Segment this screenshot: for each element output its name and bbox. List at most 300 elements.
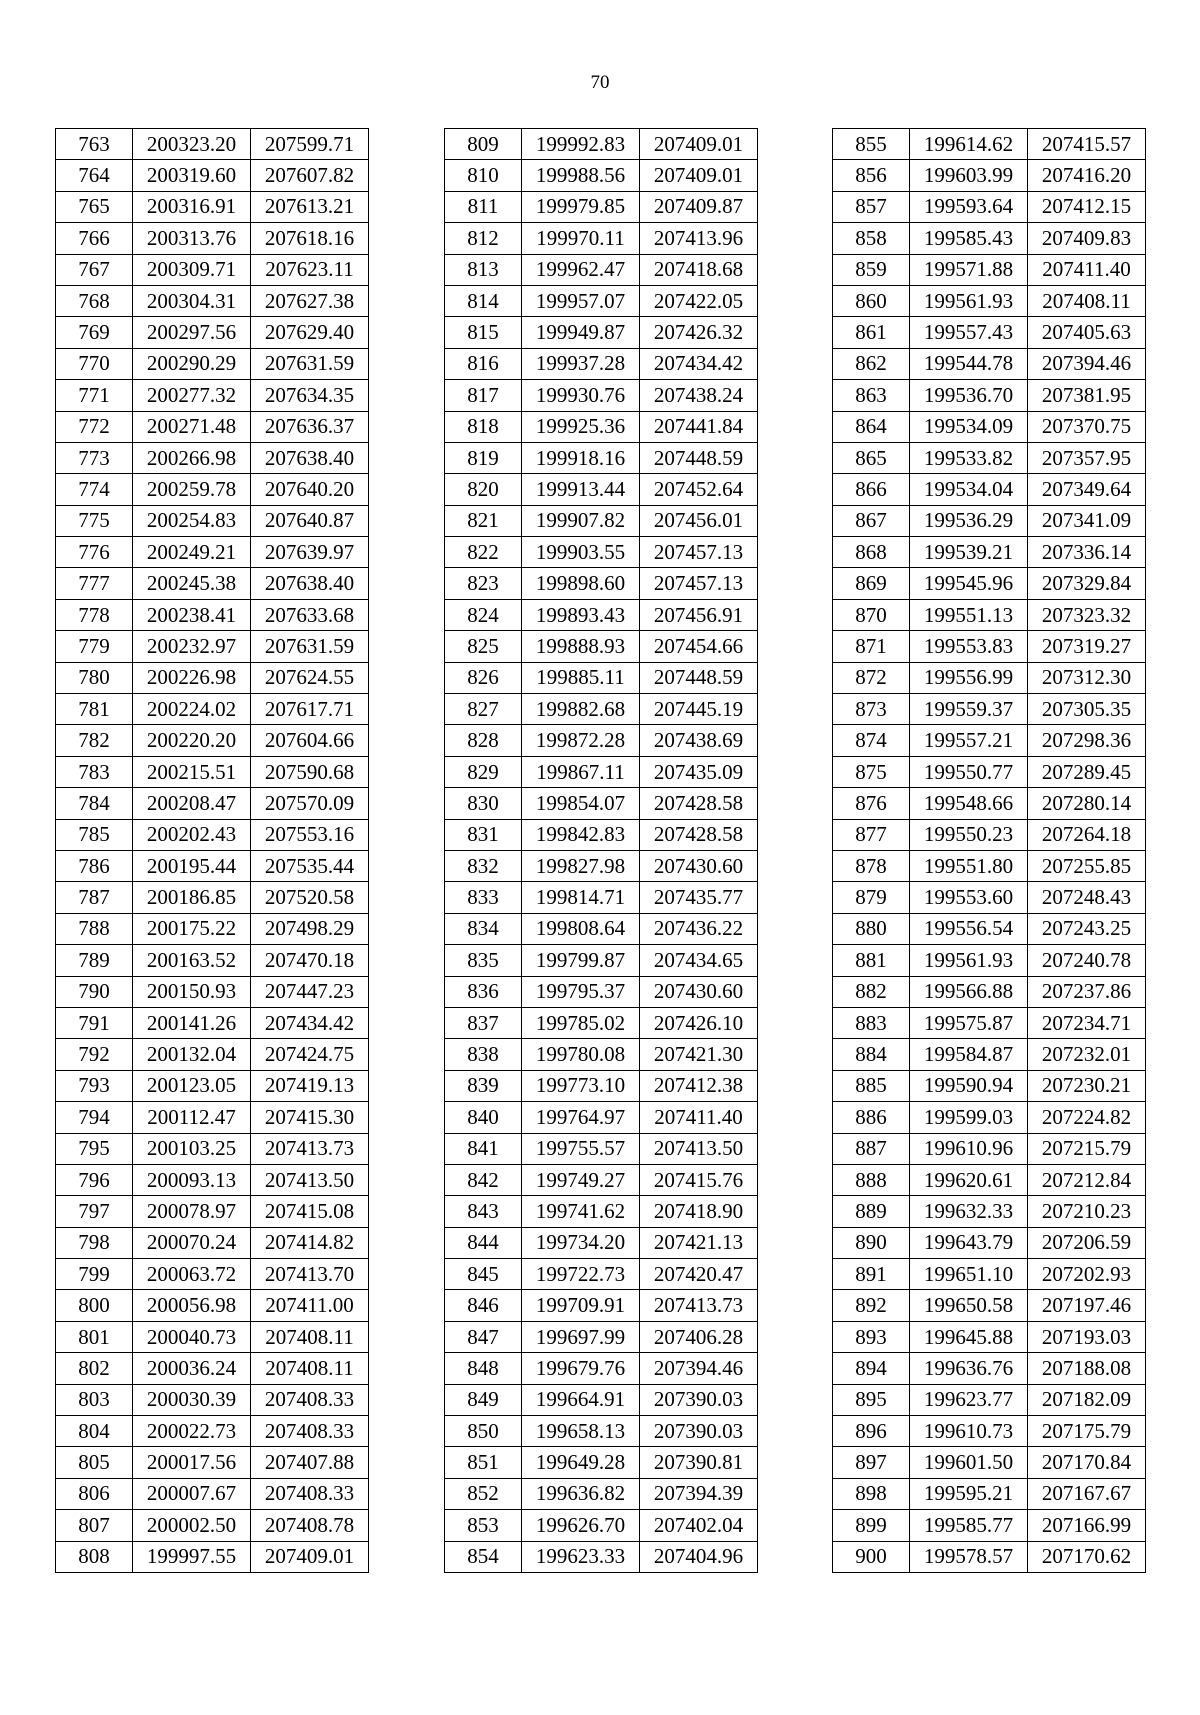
table-row [445, 882, 758, 913]
table-row [56, 976, 369, 1007]
table-row [445, 380, 758, 411]
table-row [833, 537, 1146, 568]
table-row [833, 662, 1146, 693]
y-coordinate-cell: 207182.09 [1028, 1384, 1146, 1415]
y-coordinate-cell: 207413.50 [251, 1164, 369, 1195]
y-coordinate-cell: 207409.83 [1028, 223, 1146, 254]
point-number-cell: 863 [833, 380, 910, 411]
x-coordinate-cell: 200007.67 [133, 1478, 251, 1509]
point-number-cell: 893 [833, 1321, 910, 1352]
y-coordinate-cell: 207336.14 [1028, 537, 1146, 568]
y-coordinate-cell: 207436.22 [640, 913, 758, 944]
table-row [833, 819, 1146, 850]
y-coordinate-cell: 207224.82 [1028, 1102, 1146, 1133]
x-coordinate-cell: 199614.62 [910, 129, 1028, 160]
y-coordinate-cell: 207341.09 [1028, 505, 1146, 536]
x-coordinate-cell: 199764.97 [522, 1102, 640, 1133]
point-number-cell: 843 [445, 1196, 522, 1227]
point-number-cell: 816 [445, 348, 522, 379]
y-coordinate-cell: 207166.99 [1028, 1510, 1146, 1541]
table-row [445, 1133, 758, 1164]
x-coordinate-cell: 199898.60 [522, 568, 640, 599]
y-coordinate-cell: 207323.32 [1028, 599, 1146, 630]
point-number-cell: 869 [833, 568, 910, 599]
y-coordinate-cell: 207280.14 [1028, 788, 1146, 819]
x-coordinate-cell: 200163.52 [133, 945, 251, 976]
point-number-cell: 784 [56, 788, 133, 819]
table-row [445, 1070, 758, 1101]
point-number-cell: 830 [445, 788, 522, 819]
y-coordinate-cell: 207370.75 [1028, 411, 1146, 442]
point-number-cell: 894 [833, 1353, 910, 1384]
y-coordinate-cell: 207413.73 [640, 1290, 758, 1321]
y-coordinate-cell: 207411.40 [1028, 254, 1146, 285]
x-coordinate-cell: 199867.11 [522, 756, 640, 787]
point-number-cell: 880 [833, 913, 910, 944]
point-number-cell: 837 [445, 1007, 522, 1038]
point-number-cell: 765 [56, 191, 133, 222]
point-number-cell: 895 [833, 1384, 910, 1415]
x-coordinate-cell: 200277.32 [133, 380, 251, 411]
table-row [833, 568, 1146, 599]
point-number-cell: 857 [833, 191, 910, 222]
table-row [56, 1384, 369, 1415]
y-coordinate-cell: 207454.66 [640, 631, 758, 662]
x-coordinate-cell: 200150.93 [133, 976, 251, 1007]
y-coordinate-cell: 207424.75 [251, 1039, 369, 1070]
y-coordinate-cell: 207448.59 [640, 662, 758, 693]
table-row [56, 1290, 369, 1321]
point-number-cell: 861 [833, 317, 910, 348]
table-row [56, 1353, 369, 1384]
point-number-cell: 807 [56, 1510, 133, 1541]
table-row [833, 1384, 1146, 1415]
x-coordinate-cell: 199785.02 [522, 1007, 640, 1038]
y-coordinate-cell: 207445.19 [640, 694, 758, 725]
point-number-cell: 838 [445, 1039, 522, 1070]
x-coordinate-cell: 199534.04 [910, 474, 1028, 505]
y-coordinate-cell: 207413.96 [640, 223, 758, 254]
x-coordinate-cell: 199559.37 [910, 694, 1028, 725]
x-coordinate-cell: 199632.33 [910, 1196, 1028, 1227]
y-coordinate-cell: 207590.68 [251, 756, 369, 787]
y-coordinate-cell: 207419.13 [251, 1070, 369, 1101]
point-number-cell: 856 [833, 160, 910, 191]
table-row [56, 537, 369, 568]
table-row [56, 1541, 369, 1572]
x-coordinate-cell: 200254.83 [133, 505, 251, 536]
x-coordinate-cell: 200224.02 [133, 694, 251, 725]
x-coordinate-cell: 199603.99 [910, 160, 1028, 191]
point-number-cell: 792 [56, 1039, 133, 1070]
x-coordinate-cell: 200078.97 [133, 1196, 251, 1227]
point-number-cell: 795 [56, 1133, 133, 1164]
point-number-cell: 851 [445, 1447, 522, 1478]
table-row [445, 1384, 758, 1415]
x-coordinate-cell: 199566.88 [910, 976, 1028, 1007]
x-coordinate-cell: 200036.24 [133, 1353, 251, 1384]
table-row [445, 1478, 758, 1509]
table-row [56, 129, 369, 160]
y-coordinate-cell: 207413.50 [640, 1133, 758, 1164]
y-coordinate-cell: 207215.79 [1028, 1133, 1146, 1164]
y-coordinate-cell: 207428.58 [640, 819, 758, 850]
x-coordinate-cell: 199872.28 [522, 725, 640, 756]
point-number-cell: 809 [445, 129, 522, 160]
table-row [445, 1164, 758, 1195]
table-row [445, 191, 758, 222]
x-coordinate-cell: 199930.76 [522, 380, 640, 411]
y-coordinate-cell: 207599.71 [251, 129, 369, 160]
y-coordinate-cell: 207416.20 [1028, 160, 1146, 191]
point-number-cell: 821 [445, 505, 522, 536]
y-coordinate-cell: 207421.30 [640, 1039, 758, 1070]
table-row [833, 913, 1146, 944]
table-row [833, 442, 1146, 473]
y-coordinate-cell: 207434.42 [640, 348, 758, 379]
x-coordinate-cell: 199741.62 [522, 1196, 640, 1227]
x-coordinate-cell: 200271.48 [133, 411, 251, 442]
table-row [56, 1196, 369, 1227]
table-row [833, 1102, 1146, 1133]
table-row [833, 945, 1146, 976]
x-coordinate-cell: 199649.28 [522, 1447, 640, 1478]
y-coordinate-cell: 207390.03 [640, 1416, 758, 1447]
y-coordinate-cell: 207640.20 [251, 474, 369, 505]
table-row [833, 1353, 1146, 1384]
point-number-cell: 852 [445, 1478, 522, 1509]
table-row [833, 976, 1146, 1007]
x-coordinate-cell: 199534.09 [910, 411, 1028, 442]
table-row [56, 348, 369, 379]
y-coordinate-cell: 207404.96 [640, 1541, 758, 1572]
table-row [56, 725, 369, 756]
x-coordinate-cell: 200022.73 [133, 1416, 251, 1447]
table-row [56, 1447, 369, 1478]
table-row [833, 1227, 1146, 1258]
table-row [445, 568, 758, 599]
x-coordinate-cell: 199590.94 [910, 1070, 1028, 1101]
point-number-cell: 774 [56, 474, 133, 505]
table-row [445, 223, 758, 254]
point-number-cell: 850 [445, 1416, 522, 1447]
table-row [445, 662, 758, 693]
point-number-cell: 820 [445, 474, 522, 505]
table-row [56, 599, 369, 630]
point-number-cell: 827 [445, 694, 522, 725]
x-coordinate-cell: 199539.21 [910, 537, 1028, 568]
x-coordinate-cell: 199561.93 [910, 285, 1028, 316]
table-row [445, 756, 758, 787]
point-number-cell: 785 [56, 819, 133, 850]
y-coordinate-cell: 207457.13 [640, 568, 758, 599]
y-coordinate-cell: 207623.11 [251, 254, 369, 285]
x-coordinate-cell: 200232.97 [133, 631, 251, 662]
x-coordinate-cell: 199578.57 [910, 1541, 1028, 1572]
coordinate-table-3 [832, 128, 1146, 1573]
point-number-cell: 793 [56, 1070, 133, 1101]
table-row [833, 1196, 1146, 1227]
y-coordinate-cell: 207613.21 [251, 191, 369, 222]
y-coordinate-cell: 207435.09 [640, 756, 758, 787]
y-coordinate-cell: 207234.71 [1028, 1007, 1146, 1038]
y-coordinate-cell: 207426.32 [640, 317, 758, 348]
point-number-cell: 819 [445, 442, 522, 473]
x-coordinate-cell: 200208.47 [133, 788, 251, 819]
point-number-cell: 832 [445, 850, 522, 881]
table-row [56, 474, 369, 505]
table-row [833, 725, 1146, 756]
table-row [833, 317, 1146, 348]
coordinate-table-2 [444, 128, 758, 1573]
table-row [833, 129, 1146, 160]
y-coordinate-cell: 207498.29 [251, 913, 369, 944]
table-row [56, 945, 369, 976]
point-number-cell: 842 [445, 1164, 522, 1195]
point-number-cell: 864 [833, 411, 910, 442]
x-coordinate-cell: 199544.78 [910, 348, 1028, 379]
point-number-cell: 768 [56, 285, 133, 316]
point-number-cell: 888 [833, 1164, 910, 1195]
point-number-cell: 802 [56, 1353, 133, 1384]
y-coordinate-cell: 207409.01 [640, 160, 758, 191]
x-coordinate-cell: 199888.93 [522, 631, 640, 662]
y-coordinate-cell: 207264.18 [1028, 819, 1146, 850]
table-row [833, 223, 1146, 254]
y-coordinate-cell: 207634.35 [251, 380, 369, 411]
point-number-cell: 783 [56, 756, 133, 787]
point-number-cell: 796 [56, 1164, 133, 1195]
y-coordinate-cell: 207447.23 [251, 976, 369, 1007]
x-coordinate-cell: 200070.24 [133, 1227, 251, 1258]
y-coordinate-cell: 207415.76 [640, 1164, 758, 1195]
y-coordinate-cell: 207412.15 [1028, 191, 1146, 222]
table-row [445, 160, 758, 191]
x-coordinate-cell: 199697.99 [522, 1321, 640, 1352]
point-number-cell: 840 [445, 1102, 522, 1133]
x-coordinate-cell: 199623.77 [910, 1384, 1028, 1415]
table-row [56, 160, 369, 191]
point-number-cell: 808 [56, 1541, 133, 1572]
x-coordinate-cell: 199636.82 [522, 1478, 640, 1509]
point-number-cell: 885 [833, 1070, 910, 1101]
x-coordinate-cell: 199636.76 [910, 1353, 1028, 1384]
table-row [833, 191, 1146, 222]
y-coordinate-cell: 207390.81 [640, 1447, 758, 1478]
point-number-cell: 787 [56, 882, 133, 913]
x-coordinate-cell: 199593.64 [910, 191, 1028, 222]
y-coordinate-cell: 207434.42 [251, 1007, 369, 1038]
x-coordinate-cell: 200093.13 [133, 1164, 251, 1195]
y-coordinate-cell: 207631.59 [251, 631, 369, 662]
y-coordinate-cell: 207210.23 [1028, 1196, 1146, 1227]
point-number-cell: 766 [56, 223, 133, 254]
x-coordinate-cell: 200175.22 [133, 913, 251, 944]
point-number-cell: 790 [56, 976, 133, 1007]
point-number-cell: 845 [445, 1259, 522, 1290]
point-number-cell: 867 [833, 505, 910, 536]
x-coordinate-cell: 199599.03 [910, 1102, 1028, 1133]
table-row [445, 1007, 758, 1038]
y-coordinate-cell: 207298.36 [1028, 725, 1146, 756]
point-number-cell: 881 [833, 945, 910, 976]
table-row [56, 1227, 369, 1258]
y-coordinate-cell: 207411.00 [251, 1290, 369, 1321]
table-row [445, 1039, 758, 1070]
y-coordinate-cell: 207570.09 [251, 788, 369, 819]
point-number-cell: 872 [833, 662, 910, 693]
y-coordinate-cell: 207631.59 [251, 348, 369, 379]
table-row [445, 788, 758, 819]
x-coordinate-cell: 199536.29 [910, 505, 1028, 536]
x-coordinate-cell: 199533.82 [910, 442, 1028, 473]
table-row [445, 254, 758, 285]
x-coordinate-cell: 199548.66 [910, 788, 1028, 819]
point-number-cell: 833 [445, 882, 522, 913]
y-coordinate-cell: 207411.40 [640, 1102, 758, 1133]
point-number-cell: 865 [833, 442, 910, 473]
x-coordinate-cell: 200123.05 [133, 1070, 251, 1101]
table-row [833, 1259, 1146, 1290]
point-number-cell: 794 [56, 1102, 133, 1133]
point-number-cell: 828 [445, 725, 522, 756]
point-number-cell: 772 [56, 411, 133, 442]
table-row [445, 1290, 758, 1321]
point-number-cell: 866 [833, 474, 910, 505]
x-coordinate-cell: 199556.99 [910, 662, 1028, 693]
point-number-cell: 804 [56, 1416, 133, 1447]
point-number-cell: 841 [445, 1133, 522, 1164]
x-coordinate-cell: 200259.78 [133, 474, 251, 505]
x-coordinate-cell: 200186.85 [133, 882, 251, 913]
x-coordinate-cell: 199610.96 [910, 1133, 1028, 1164]
x-coordinate-cell: 200056.98 [133, 1290, 251, 1321]
table-row [445, 945, 758, 976]
x-coordinate-cell: 199556.54 [910, 913, 1028, 944]
table-row [56, 1321, 369, 1352]
point-number-cell: 778 [56, 599, 133, 630]
x-coordinate-cell: 199645.88 [910, 1321, 1028, 1352]
point-number-cell: 815 [445, 317, 522, 348]
point-number-cell: 791 [56, 1007, 133, 1038]
x-coordinate-cell: 199557.43 [910, 317, 1028, 348]
point-number-cell: 776 [56, 537, 133, 568]
x-coordinate-cell: 199585.43 [910, 223, 1028, 254]
point-number-cell: 859 [833, 254, 910, 285]
point-number-cell: 834 [445, 913, 522, 944]
point-number-cell: 855 [833, 129, 910, 160]
x-coordinate-cell: 199553.83 [910, 631, 1028, 662]
point-number-cell: 839 [445, 1070, 522, 1101]
y-coordinate-cell: 207428.58 [640, 788, 758, 819]
point-number-cell: 879 [833, 882, 910, 913]
x-coordinate-cell: 199925.36 [522, 411, 640, 442]
point-number-cell: 875 [833, 756, 910, 787]
point-number-cell: 853 [445, 1510, 522, 1541]
table-row [56, 568, 369, 599]
x-coordinate-cell: 199553.60 [910, 882, 1028, 913]
x-coordinate-cell: 200309.71 [133, 254, 251, 285]
y-coordinate-cell: 207357.95 [1028, 442, 1146, 473]
point-number-cell: 900 [833, 1541, 910, 1572]
point-number-cell: 823 [445, 568, 522, 599]
y-coordinate-cell: 207413.70 [251, 1259, 369, 1290]
x-coordinate-cell: 199755.57 [522, 1133, 640, 1164]
x-coordinate-cell: 199913.44 [522, 474, 640, 505]
y-coordinate-cell: 207408.11 [251, 1353, 369, 1384]
y-coordinate-cell: 207255.85 [1028, 850, 1146, 881]
table-row [833, 1321, 1146, 1352]
table-row [56, 1070, 369, 1101]
coordinate-table-1 [55, 128, 369, 1573]
table-row [833, 348, 1146, 379]
y-coordinate-cell: 207415.08 [251, 1196, 369, 1227]
x-coordinate-cell: 200103.25 [133, 1133, 251, 1164]
table-row [56, 191, 369, 222]
x-coordinate-cell: 199814.71 [522, 882, 640, 913]
table-row [445, 1510, 758, 1541]
table-row [56, 882, 369, 913]
point-number-cell: 892 [833, 1290, 910, 1321]
y-coordinate-cell: 207448.59 [640, 442, 758, 473]
table-row [833, 160, 1146, 191]
point-number-cell: 822 [445, 537, 522, 568]
table-row [445, 725, 758, 756]
table-row [56, 1039, 369, 1070]
y-coordinate-cell: 207452.64 [640, 474, 758, 505]
point-number-cell: 877 [833, 819, 910, 850]
table-row [56, 694, 369, 725]
point-number-cell: 884 [833, 1039, 910, 1070]
point-number-cell: 860 [833, 285, 910, 316]
table-row [56, 1102, 369, 1133]
point-number-cell: 846 [445, 1290, 522, 1321]
x-coordinate-cell: 200195.44 [133, 850, 251, 881]
point-number-cell: 764 [56, 160, 133, 191]
table-row [833, 1290, 1146, 1321]
x-coordinate-cell: 199601.50 [910, 1447, 1028, 1478]
table-row [56, 662, 369, 693]
y-coordinate-cell: 207197.46 [1028, 1290, 1146, 1321]
table-row [445, 631, 758, 662]
table-row [445, 442, 758, 473]
y-coordinate-cell: 207456.91 [640, 599, 758, 630]
x-coordinate-cell: 199949.87 [522, 317, 640, 348]
table-row [56, 1164, 369, 1195]
point-number-cell: 825 [445, 631, 522, 662]
x-coordinate-cell: 199827.98 [522, 850, 640, 881]
x-coordinate-cell: 199561.93 [910, 945, 1028, 976]
table-row [445, 599, 758, 630]
table-row [833, 505, 1146, 536]
point-number-cell: 844 [445, 1227, 522, 1258]
table-row [445, 1541, 758, 1572]
table-row [56, 913, 369, 944]
y-coordinate-cell: 207420.47 [640, 1259, 758, 1290]
y-coordinate-cell: 207633.68 [251, 599, 369, 630]
y-coordinate-cell: 207627.38 [251, 285, 369, 316]
x-coordinate-cell: 199610.73 [910, 1416, 1028, 1447]
x-coordinate-cell: 199658.13 [522, 1416, 640, 1447]
y-coordinate-cell: 207640.87 [251, 505, 369, 536]
x-coordinate-cell: 199882.68 [522, 694, 640, 725]
x-coordinate-cell: 200141.26 [133, 1007, 251, 1038]
table-row [833, 1007, 1146, 1038]
point-number-cell: 786 [56, 850, 133, 881]
x-coordinate-cell: 199842.83 [522, 819, 640, 850]
point-number-cell: 896 [833, 1416, 910, 1447]
table-row [56, 1416, 369, 1447]
